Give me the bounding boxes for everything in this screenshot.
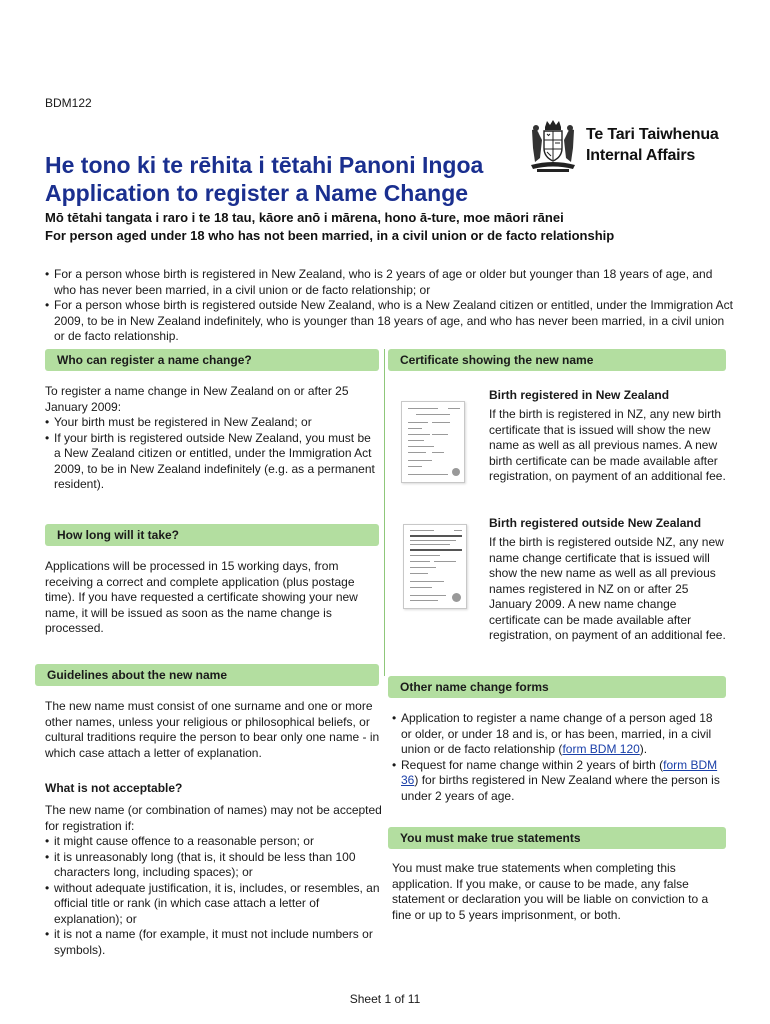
other-form-item: [392, 711, 726, 758]
overseas-birth-body: If the birth is registered outside NZ, any new name change certificate that is issued will show the new name as well as all previous names registered in NZ on or after 25 January 2009. A new name change certificate can be made available after registration, on payment of an additional fee.: [489, 535, 726, 642]
eligibility-item: • For a person whose birth is registered in New Zealand, who is 2 years of age or older but younger than 18 years of age, and who has never been married, in a civil union or de facto relationship; or: [45, 267, 735, 298]
overseas-birth-heading: Birth registered outside New Zealand: [489, 516, 702, 530]
not-acceptable-item: • without adequate justification, it is, includes, or resembles, an official title or rank (in which case attach a letter of explanation); or: [45, 881, 385, 928]
subtitle-maori: Mō tētahi tangata i raro i te 18 tau, kāore anō i mārena, hono ā-ture, moe māori rānei: [45, 210, 564, 225]
form-bdm-120-link[interactable]: form BDM 120: [562, 742, 640, 756]
not-acceptable-item: • it might cause offence to a reasonable person; or: [45, 834, 385, 850]
section-heading-certificate: Certificate showing the new name: [388, 349, 726, 371]
logo-text-english: Internal Affairs: [586, 147, 696, 164]
nz-birth-heading: Birth registered in New Zealand: [489, 388, 670, 402]
true-statements-body: You must make true statements when completing this application. If you make, or cause to be made, any false statement or declaration you will be liable on conviction to a fine or up to 5 years imprisonment, or both.: [392, 861, 709, 922]
other-form-item-text: Request for name change within 2 years of birth (: [401, 757, 664, 772]
not-acceptable-heading: What is not acceptable?: [45, 781, 183, 795]
how-long-body: Applications will be processed in 15 working days, from receiving a correct and complete application (plus postage time). If you have requested a certificate showing your new name, it will be issued as soon as the name change is processed.: [45, 559, 358, 635]
eligibility-item: • For a person whose birth is registered outside New Zealand, who is a New Zealand citizen or entitled, under the Immigration Act 2009, to be in New Zealand indefinitely, who is younger than 18 years of age, and who has never been married, in a civil union or de facto relationship.: [45, 298, 735, 345]
not-acceptable-item: • it is unreasonably long (that is, it should be less than 100 characters long, including spaces); or: [45, 850, 385, 881]
page-footer: Sheet 1 of 11: [349, 992, 421, 1006]
who-can-register-intro: To register a name change in New Zealand on or after 25 January 2009:: [45, 384, 349, 414]
other-form-item: [392, 758, 726, 805]
birth-certificate-thumbnail: [401, 401, 465, 483]
page-title-maori: He tono ki te rēhita i tētahi Panoni Ingoa: [45, 152, 484, 178]
page-title-english: Application to register a Name Change: [45, 180, 469, 206]
section-heading-true-statements: You must make true statements: [388, 827, 726, 849]
other-forms-list: [392, 711, 726, 804]
not-acceptable-section: [45, 803, 385, 958]
column-divider: [384, 349, 385, 676]
other-form-item-end: ) for births registered in New Zealand where the person is under 2 years of age.: [401, 773, 720, 803]
section-heading-how-long: How long will it take?: [45, 524, 379, 546]
who-can-register-item: • Your birth must be registered in New Zealand; or: [45, 415, 380, 431]
who-can-register-section: [45, 384, 380, 493]
section-heading-guidelines: Guidelines about the new name: [35, 664, 379, 686]
other-form-item-text: Application to register a name change of a person aged 18 or older, or under 18 and is, or has been, married, in a civil union or de facto relationship (: [401, 711, 713, 756]
form-bdm-36-link[interactable]: form BDM 36: [401, 757, 718, 787]
logo-text-maori: Te Tari Taiwhenua: [586, 126, 719, 143]
subtitle-english: For person aged under 18 who has not been married, in a civil union or de facto relationship: [45, 228, 615, 243]
eligibility-list: [45, 267, 735, 345]
internal-affairs-logo: [527, 118, 727, 174]
nz-coat-of-arms-icon: [527, 118, 579, 174]
nz-birth-body: If the birth is registered in NZ, any new birth certificate that is issued will show the new name as well as all previous names. A new birth certificate can be made available after registration, on payment of an additional fee.: [489, 407, 726, 483]
form-code: BDM122: [45, 96, 92, 110]
who-can-register-item: • If your birth is registered outside New Zealand, you must be a New Zealand citizen or entitled, under the Immigration Act 2009, to be in New Zealand indefinitely (e.g. as a permanent resident).: [45, 431, 380, 493]
guidelines-body: The new name must consist of one surname and one or more other names, unless your religious or philosophical beliefs, or cultural traditions require the person to bear only one name - in which case attach a letter of explanation.: [45, 699, 380, 760]
not-acceptable-item: • it is not a name (for example, it must not include numbers or symbols).: [45, 927, 385, 958]
not-acceptable-intro: The new name (or combination of names) may not be accepted for registration if:: [45, 803, 382, 833]
name-change-certificate-thumbnail: [403, 524, 467, 609]
section-heading-who-can-register: Who can register a name change?: [45, 349, 379, 371]
section-heading-other-forms: Other name change forms: [388, 676, 726, 698]
other-form-item-end: ).: [639, 742, 648, 756]
